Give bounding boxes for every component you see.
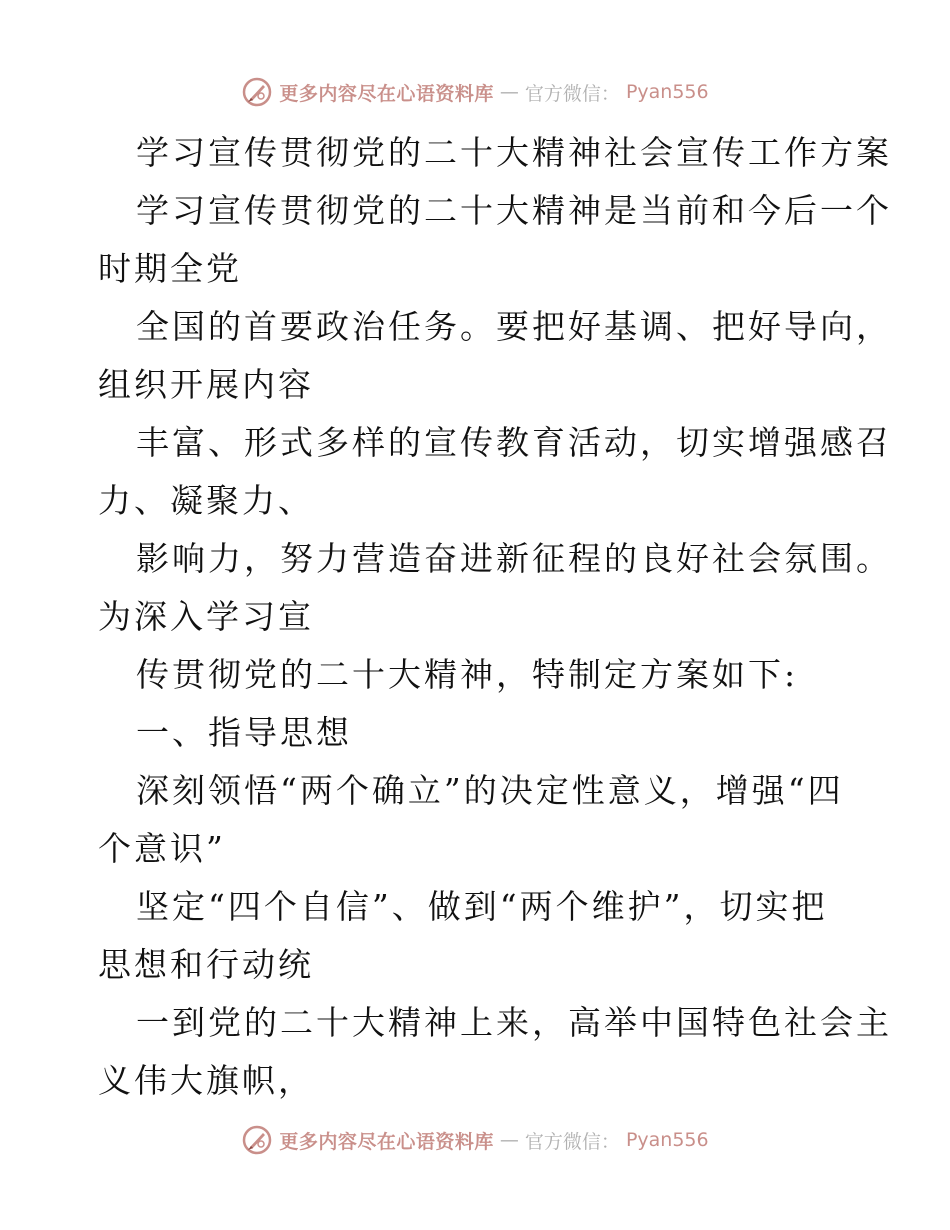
text-line: 学习宣传贯彻党的二十大精神社会宣传工作方案 xyxy=(136,133,892,172)
text-line: 个意识” xyxy=(98,829,226,868)
text-line: 组织开展内容 xyxy=(98,365,314,404)
text-line: 时期全党 xyxy=(98,249,242,288)
text-line: 影响力，努力营造奋进新征程的良好社会氛围。 xyxy=(136,539,892,578)
header-watermark xyxy=(0,72,950,112)
text-line: 传贯彻党的二十大精神，特制定方案如下: xyxy=(136,655,799,694)
text-line: 学习宣传贯彻党的二十大精神是当前和今后一个 xyxy=(136,191,892,230)
watermark-wechat-label: 官方微信： xyxy=(524,1130,620,1153)
watermark-dash: — xyxy=(499,1129,519,1151)
text-line: 深刻领悟“两个确立”的决定性意义，增强“四 xyxy=(136,771,844,810)
quill-pen-logo-icon xyxy=(241,76,273,108)
text-line: 全国的首要政治任务。要把好基调、把好导向， xyxy=(136,307,892,346)
text-line: 义伟大旗帜， xyxy=(98,1061,314,1100)
footer-watermark xyxy=(0,1120,950,1160)
watermark-dash: — xyxy=(499,81,519,103)
text-line: 思想和行动统 xyxy=(98,945,314,984)
text-line: 丰富、形式多样的宣传教育活动，切实增强感召 xyxy=(136,423,892,462)
text-line: 力、凝聚力、 xyxy=(98,481,314,520)
watermark-brand: 更多内容尽在心语资料库 xyxy=(279,82,494,105)
text-line: 坚定“四个自信”、做到“两个维护”，切实把 xyxy=(136,887,828,926)
text-line: 为深入学习宣 xyxy=(98,597,314,636)
watermark-wechat-id: Pyan556 xyxy=(625,1129,709,1151)
watermark-brand: 更多内容尽在心语资料库 xyxy=(279,1130,494,1153)
text-line: 一、指导思想 xyxy=(136,713,352,752)
text-line: 一到党的二十大精神上来，高举中国特色社会主 xyxy=(136,1003,892,1042)
watermark-wechat-id: Pyan556 xyxy=(625,81,709,103)
watermark-wechat-label: 官方微信： xyxy=(524,82,620,105)
quill-pen-logo-icon xyxy=(241,1124,273,1156)
document-body xyxy=(98,124,892,1110)
